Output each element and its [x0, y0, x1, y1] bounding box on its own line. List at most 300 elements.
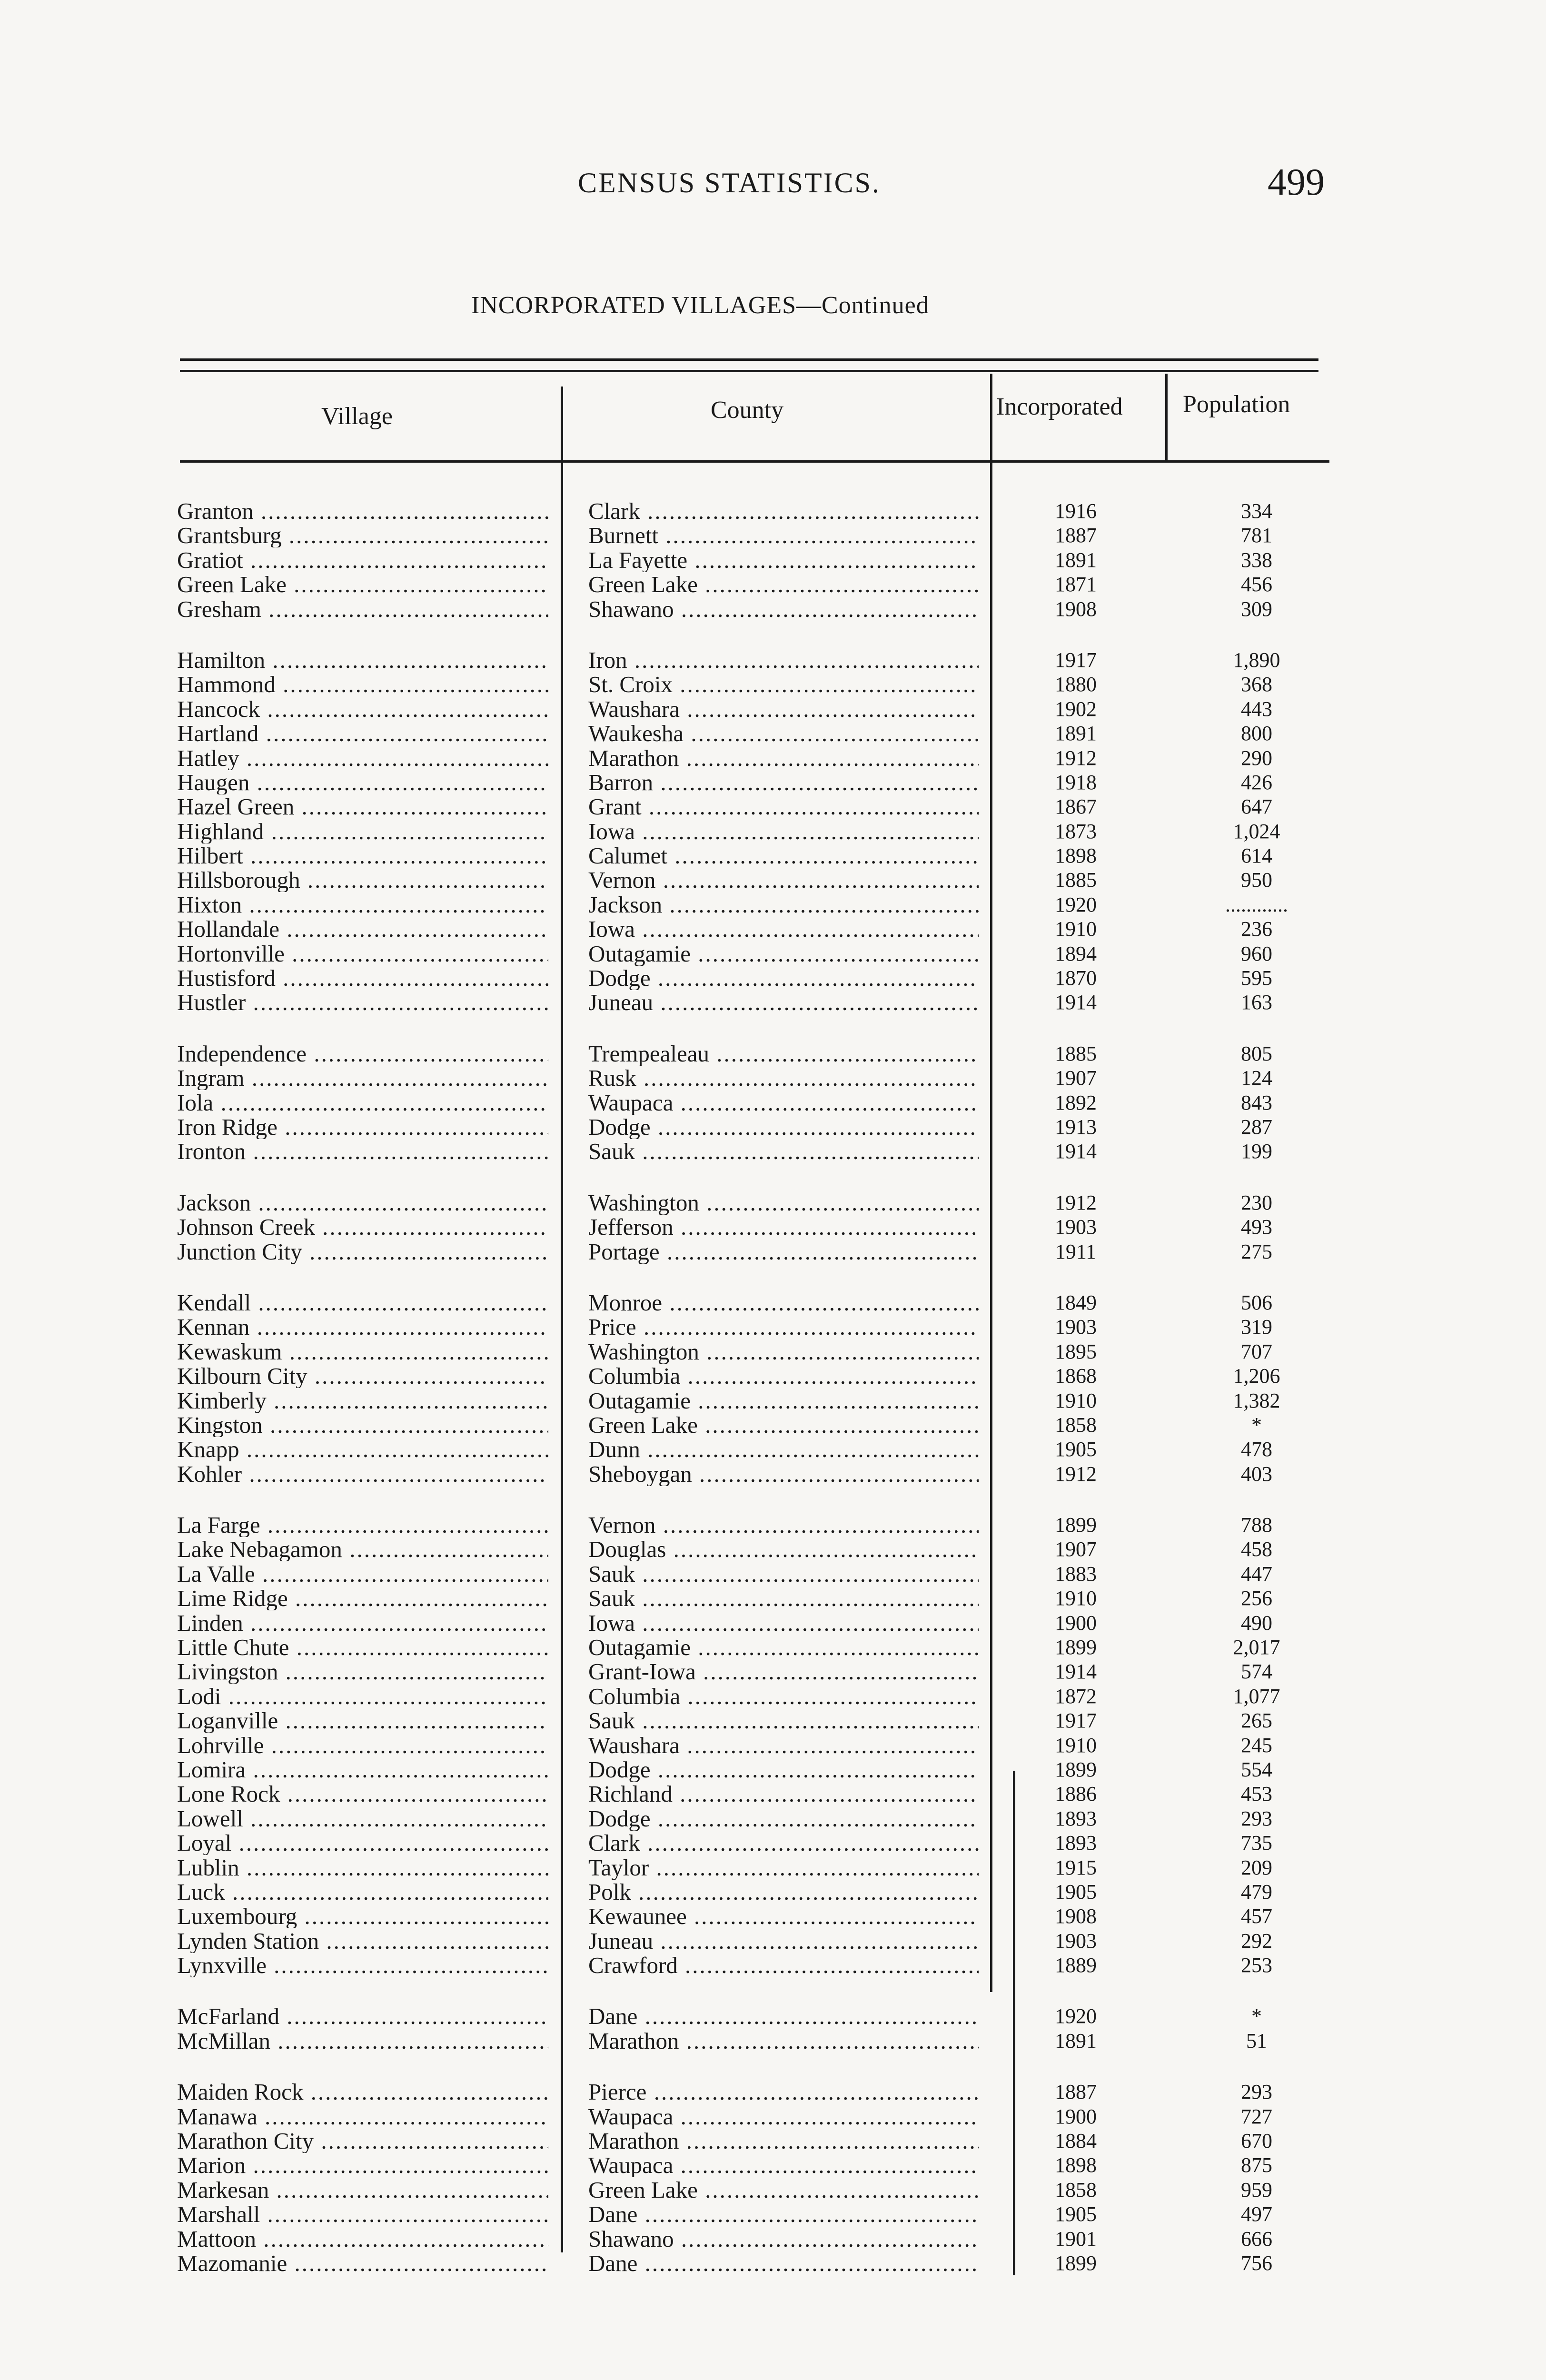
county-name: Outagamie ..... [588, 1635, 979, 1659]
village-name: Granton ..... [177, 499, 548, 523]
population-value: 1,077 [1233, 1684, 1280, 1708]
village-name: Haugen ..... [177, 770, 548, 794]
population-value: 735 [1241, 1831, 1272, 1855]
population-value: 1,382 [1233, 1388, 1280, 1412]
incorporated-year: 1913 [1055, 1115, 1097, 1139]
population-value: * [1251, 2004, 1262, 2028]
table-row [176, 1635, 1328, 1659]
population-value: 163 [1241, 991, 1272, 1014]
village-table-body [176, 499, 1328, 2302]
population-value: 614 [1241, 844, 1272, 868]
population-value: 443 [1241, 697, 1272, 721]
incorporated-year: 1912 [1055, 746, 1097, 770]
table-row [176, 1782, 1328, 1806]
county-name: Waupaca ..... [588, 2104, 979, 2129]
incorporated-year: 1910 [1055, 1388, 1097, 1412]
county-name: Grant ..... [588, 794, 979, 819]
population-value: 447 [1241, 1562, 1272, 1586]
incorporated-year: 1900 [1055, 1611, 1097, 1635]
population-value: 800 [1241, 722, 1272, 745]
population-value: 230 [1241, 1190, 1272, 1214]
county-name: Iron ..... [588, 648, 979, 672]
village-name: Ironton ..... [177, 1139, 548, 1163]
incorporated-year: 1880 [1055, 673, 1097, 696]
population-value: 670 [1241, 2129, 1272, 2153]
table-row [176, 2202, 1328, 2226]
population-value: 319 [1241, 1315, 1272, 1339]
county-name: Marathon ..... [588, 2029, 979, 2053]
table-row [176, 672, 1328, 696]
county-name: Douglas ..... [588, 1537, 979, 1561]
table-row [176, 868, 1328, 892]
village-name: Maiden Rock ..... [177, 2080, 548, 2104]
county-name: Marathon ..... [588, 746, 979, 770]
table-row [176, 1855, 1328, 1880]
population-value: ............ [1225, 892, 1288, 916]
population-value: 245 [1241, 1733, 1272, 1757]
village-group [176, 1513, 1328, 1977]
table-row [176, 1364, 1328, 1388]
header-rule [180, 460, 1329, 463]
incorporated-year: 1899 [1055, 1757, 1097, 1781]
village-name: Iron Ridge ..... [177, 1115, 548, 1139]
incorporated-year: 1908 [1055, 597, 1097, 621]
county-name: Washington ..... [588, 1339, 979, 1364]
table-row [176, 1929, 1328, 1953]
population-value: 788 [1241, 1513, 1272, 1537]
village-group [176, 2004, 1328, 2053]
county-name: Iowa ..... [588, 1611, 979, 1635]
village-name: Hustler ..... [177, 990, 548, 1014]
table-row [176, 1066, 1328, 1090]
population-value: 805 [1241, 1041, 1272, 1065]
top-rule-inner [180, 370, 1318, 372]
village-name: Manawa ..... [177, 2104, 548, 2129]
county-name: Green Lake ..... [588, 1413, 979, 1437]
village-name: Grantsburg ..... [177, 523, 548, 547]
village-name: Kendall ..... [177, 1290, 548, 1315]
county-name: Dodge ..... [588, 1757, 979, 1782]
county-name: Marathon ..... [588, 2129, 979, 2153]
table-row [176, 990, 1328, 1014]
running-head: CENSUS STATISTICS. [578, 167, 881, 198]
table-row [176, 597, 1328, 621]
county-name: Iowa ..... [588, 917, 979, 941]
column-header-village: Village [321, 403, 393, 430]
table-row [176, 942, 1328, 966]
village-name: Marion ..... [177, 2153, 548, 2177]
village-name: Ingram ..... [177, 1066, 548, 1090]
incorporated-year: 1883 [1055, 1562, 1097, 1586]
population-value: 253 [1241, 1954, 1272, 1977]
incorporated-year: 1858 [1055, 2178, 1097, 2202]
incorporated-year: 1907 [1055, 1066, 1097, 1090]
table-row [176, 1586, 1328, 1610]
column-divider [1165, 374, 1168, 460]
population-value: 574 [1241, 1660, 1272, 1684]
incorporated-year: 1891 [1055, 548, 1097, 572]
table-row [176, 1904, 1328, 1928]
table-row [176, 770, 1328, 794]
table-row [176, 1806, 1328, 1831]
population-value: 236 [1241, 917, 1272, 941]
population-value: 309 [1241, 597, 1272, 621]
county-name: Columbia ..... [588, 1684, 979, 1708]
incorporated-year: 1912 [1055, 1190, 1097, 1214]
population-value: 290 [1241, 746, 1272, 770]
incorporated-year: 1917 [1055, 648, 1097, 672]
incorporated-year: 1920 [1055, 892, 1097, 916]
village-name: Marshall ..... [177, 2202, 548, 2226]
population-value: 781 [1241, 524, 1272, 547]
incorporated-year: 1912 [1055, 1462, 1097, 1486]
table-row [176, 1513, 1328, 1537]
table-row [176, 572, 1328, 596]
table-row [176, 548, 1328, 572]
county-name: Waushara ..... [588, 1733, 979, 1757]
table-row [176, 1562, 1328, 1586]
village-name: Hamilton ..... [177, 648, 548, 672]
village-name: Lowell ..... [177, 1806, 548, 1831]
village-name: Hixton ..... [177, 892, 548, 917]
population-value: 287 [1241, 1115, 1272, 1139]
population-value: 334 [1241, 499, 1272, 523]
page-number: 499 [1268, 161, 1325, 203]
village-name: Knapp ..... [177, 1437, 548, 1461]
village-name: Hammond ..... [177, 672, 548, 696]
county-name: Portage ..... [588, 1240, 979, 1264]
county-name: Trempealeau ..... [588, 1041, 979, 1066]
incorporated-year: 1910 [1055, 1587, 1097, 1610]
incorporated-year: 1884 [1055, 2129, 1097, 2153]
population-value: 727 [1241, 2104, 1272, 2128]
county-name: Dodge ..... [588, 1806, 979, 1831]
population-value: 209 [1241, 1855, 1272, 1879]
incorporated-year: 1914 [1055, 1660, 1097, 1684]
incorporated-year: 1873 [1055, 819, 1097, 843]
incorporated-year: 1858 [1055, 1413, 1097, 1437]
incorporated-year: 1901 [1055, 2227, 1097, 2251]
table-row [176, 1115, 1328, 1139]
population-value: 554 [1241, 1757, 1272, 1781]
village-group [176, 2080, 1328, 2275]
incorporated-year: 1905 [1055, 1880, 1097, 1904]
village-name: Gresham ..... [177, 597, 548, 621]
incorporated-year: 1918 [1055, 770, 1097, 794]
county-name: Monroe ..... [588, 1290, 979, 1315]
table-row [176, 1091, 1328, 1115]
incorporated-year: 1903 [1055, 1929, 1097, 1953]
village-name: Lohrville ..... [177, 1733, 548, 1757]
incorporated-year: 1908 [1055, 1904, 1097, 1928]
county-name: Burnett ..... [588, 523, 979, 547]
incorporated-year: 1892 [1055, 1091, 1097, 1114]
population-value: 478 [1241, 1438, 1272, 1461]
table-row [176, 746, 1328, 770]
incorporated-year: 1886 [1055, 1782, 1097, 1806]
table-row [176, 1733, 1328, 1757]
county-name: Grant-Iowa ..... [588, 1659, 979, 1684]
population-value: 666 [1241, 2227, 1272, 2251]
population-value: 595 [1241, 966, 1272, 990]
county-name: Vernon ..... [588, 868, 979, 892]
table-subtitle: INCORPORATED VILLAGES—Continued [471, 292, 929, 319]
county-name: Green Lake ..... [588, 2178, 979, 2202]
village-name: Kennan ..... [177, 1315, 548, 1339]
table-row [176, 2227, 1328, 2251]
column-header-population: Population [1183, 391, 1290, 418]
population-value: 256 [1241, 1587, 1272, 1610]
village-name: Iola ..... [177, 1091, 548, 1115]
population-value: 265 [1241, 1709, 1272, 1733]
incorporated-year: 1889 [1055, 1954, 1097, 1977]
county-name: Dunn ..... [588, 1437, 979, 1461]
column-header-county: County [711, 397, 784, 424]
population-value: 479 [1241, 1880, 1272, 1904]
population-value: 490 [1241, 1611, 1272, 1635]
table-row [176, 1339, 1328, 1364]
village-name: Hustisford ..... [177, 966, 548, 990]
county-name: Sauk ..... [588, 1139, 979, 1163]
table-row [176, 2251, 1328, 2275]
village-name: Lublin ..... [177, 1855, 548, 1880]
incorporated-year: 1905 [1055, 1438, 1097, 1461]
table-row [176, 966, 1328, 990]
incorporated-year: 1910 [1055, 917, 1097, 941]
village-name: Lynxville ..... [177, 1953, 548, 1977]
population-value: * [1251, 1413, 1262, 1437]
county-name: Waukesha ..... [588, 721, 979, 745]
incorporated-year: 1903 [1055, 1315, 1097, 1339]
population-value: 756 [1241, 2251, 1272, 2275]
village-name: Lake Nebagamon ..... [177, 1537, 548, 1561]
population-value: 124 [1241, 1066, 1272, 1090]
column-header-incorporated: Incorporated [996, 393, 1123, 420]
village-name: Loganville ..... [177, 1708, 548, 1733]
village-name: Jackson ..... [177, 1190, 548, 1215]
table-row [176, 1388, 1328, 1413]
population-value: 368 [1241, 673, 1272, 696]
county-name: Green Lake ..... [588, 572, 979, 596]
population-value: 506 [1241, 1290, 1272, 1314]
village-name: McFarland ..... [177, 2004, 548, 2028]
incorporated-year: 1891 [1055, 2029, 1097, 2053]
county-name: La Fayette ..... [588, 548, 979, 572]
village-name: Markesan ..... [177, 2178, 548, 2202]
county-name: Price ..... [588, 1315, 979, 1339]
incorporated-year: 1885 [1055, 1041, 1097, 1065]
village-name: Highland ..... [177, 819, 548, 843]
county-name: Dane ..... [588, 2202, 979, 2226]
incorporated-year: 1867 [1055, 795, 1097, 819]
table-row [176, 1240, 1328, 1264]
table-row [176, 2029, 1328, 2053]
top-rule [180, 358, 1318, 361]
incorporated-year: 1910 [1055, 1733, 1097, 1757]
table-row [176, 523, 1328, 547]
county-name: Polk ..... [588, 1880, 979, 1904]
county-name: Calumet ..... [588, 843, 979, 868]
incorporated-year: 1902 [1055, 697, 1097, 721]
incorporated-year: 1849 [1055, 1290, 1097, 1314]
county-name: Iowa ..... [588, 819, 979, 843]
county-name: Dane ..... [588, 2251, 979, 2275]
population-value: 453 [1241, 1782, 1272, 1806]
village-name: Hancock ..... [177, 697, 548, 721]
village-name: Hillsborough ..... [177, 868, 548, 892]
table-row [176, 892, 1328, 917]
village-name: Lone Rock ..... [177, 1782, 548, 1806]
table-row [176, 1437, 1328, 1461]
population-value: 275 [1241, 1240, 1272, 1263]
table-row [176, 794, 1328, 819]
incorporated-year: 1894 [1055, 942, 1097, 965]
village-name: Kingston ..... [177, 1413, 548, 1437]
table-row [176, 1315, 1328, 1339]
table-row [176, 2178, 1328, 2202]
village-name: Hilbert ..... [177, 843, 548, 868]
table-row [176, 648, 1328, 672]
incorporated-year: 1887 [1055, 2080, 1097, 2104]
table-row [176, 1413, 1328, 1437]
village-name: Hazel Green ..... [177, 794, 548, 819]
village-name: Kohler ..... [177, 1462, 548, 1486]
table-row [176, 1659, 1328, 1684]
incorporated-year: 1903 [1055, 1215, 1097, 1239]
table-row [176, 1139, 1328, 1163]
incorporated-year: 1914 [1055, 1140, 1097, 1163]
county-name: Juneau ..... [588, 990, 979, 1014]
county-name: Dodge ..... [588, 1115, 979, 1139]
table-row [176, 2129, 1328, 2153]
village-group [176, 1041, 1328, 1164]
incorporated-year: 1893 [1055, 1831, 1097, 1855]
county-name: Juneau ..... [588, 1929, 979, 1953]
incorporated-year: 1887 [1055, 524, 1097, 547]
population-value: 293 [1241, 2080, 1272, 2104]
table-row [176, 2153, 1328, 2177]
village-name: Green Lake ..... [177, 572, 548, 596]
village-name: Kewaskum ..... [177, 1339, 548, 1364]
population-value: 1,206 [1233, 1364, 1280, 1388]
village-group [176, 499, 1328, 621]
population-value: 2,017 [1233, 1636, 1280, 1659]
incorporated-year: 1870 [1055, 966, 1097, 990]
village-name: Independence ..... [177, 1041, 548, 1066]
table-row [176, 721, 1328, 745]
incorporated-year: 1899 [1055, 2251, 1097, 2275]
county-name: Shawano ..... [588, 597, 979, 621]
incorporated-year: 1898 [1055, 844, 1097, 868]
table-row [176, 499, 1328, 523]
table-row [176, 917, 1328, 941]
table-row [176, 1537, 1328, 1561]
table-row [176, 2080, 1328, 2104]
table-row [176, 1831, 1328, 1855]
incorporated-year: 1915 [1055, 1855, 1097, 1879]
population-value: 959 [1241, 2178, 1272, 2202]
incorporated-year: 1911 [1055, 1240, 1097, 1263]
village-name: Hollandale ..... [177, 917, 548, 941]
village-name: Kimberly ..... [177, 1388, 548, 1413]
county-name: Crawford ..... [588, 1953, 979, 1977]
incorporated-year: 1891 [1055, 722, 1097, 745]
population-value: 457 [1241, 1904, 1272, 1928]
county-name: Sauk ..... [588, 1708, 979, 1733]
village-name: Linden ..... [177, 1611, 548, 1635]
population-value: 338 [1241, 548, 1272, 572]
county-name: Rusk ..... [588, 1066, 979, 1090]
county-name: Vernon ..... [588, 1513, 979, 1537]
county-name: Jackson ..... [588, 892, 979, 917]
county-name: Outagamie ..... [588, 942, 979, 966]
county-name: Sheboygan ..... [588, 1462, 979, 1486]
population-value: 950 [1241, 868, 1272, 892]
county-name: Richland ..... [588, 1782, 979, 1806]
population-value: 458 [1241, 1537, 1272, 1561]
incorporated-year: 1899 [1055, 1513, 1097, 1537]
table-row [176, 2004, 1328, 2028]
incorporated-year: 1868 [1055, 1364, 1097, 1388]
table-row [176, 2104, 1328, 2129]
incorporated-year: 1895 [1055, 1339, 1097, 1363]
village-name: Junction City ..... [177, 1240, 548, 1264]
village-name: Mattoon ..... [177, 2227, 548, 2251]
population-value: 51 [1246, 2029, 1267, 2053]
population-value: 1,890 [1233, 648, 1280, 672]
village-name: Lomira ..... [177, 1757, 548, 1782]
population-value: 843 [1241, 1091, 1272, 1114]
village-name: Hatley ..... [177, 746, 548, 770]
population-value: 293 [1241, 1806, 1272, 1830]
county-name: Barron ..... [588, 770, 979, 794]
county-name: Waupaca ..... [588, 2153, 979, 2177]
village-group [176, 1290, 1328, 1486]
village-name: Hortonville ..... [177, 942, 548, 966]
village-name: Mazomanie ..... [177, 2251, 548, 2275]
incorporated-year: 1898 [1055, 2153, 1097, 2177]
incorporated-year: 1916 [1055, 499, 1097, 523]
village-name: Luck ..... [177, 1880, 548, 1904]
village-name: Lime Ridge ..... [177, 1586, 548, 1610]
table-row [176, 1708, 1328, 1733]
county-name: Dodge ..... [588, 966, 979, 990]
table-row [176, 1462, 1328, 1486]
county-name: Dane ..... [588, 2004, 979, 2028]
population-value: 960 [1241, 942, 1272, 965]
table-row [176, 1611, 1328, 1635]
table-row [176, 697, 1328, 721]
county-name: Kewaunee ..... [588, 1904, 979, 1928]
village-name: Luxembourg ..... [177, 1904, 548, 1928]
incorporated-year: 1872 [1055, 1684, 1097, 1708]
village-name: Johnson Creek ..... [177, 1215, 548, 1239]
village-name: Lynden Station ..... [177, 1929, 548, 1953]
village-name: La Farge ..... [177, 1513, 548, 1537]
table-row [176, 819, 1328, 843]
table-row [176, 1953, 1328, 1977]
county-name: Shawano ..... [588, 2227, 979, 2251]
village-name: La Valle ..... [177, 1562, 548, 1586]
incorporated-year: 1907 [1055, 1537, 1097, 1561]
county-name: Jefferson ..... [588, 1215, 979, 1239]
village-name: Livingston ..... [177, 1659, 548, 1684]
county-name: Sauk ..... [588, 1562, 979, 1586]
population-value: 292 [1241, 1929, 1272, 1953]
county-name: Waupaca ..... [588, 1091, 979, 1115]
county-name: Waushara ..... [588, 697, 979, 721]
incorporated-year: 1900 [1055, 2104, 1097, 2128]
